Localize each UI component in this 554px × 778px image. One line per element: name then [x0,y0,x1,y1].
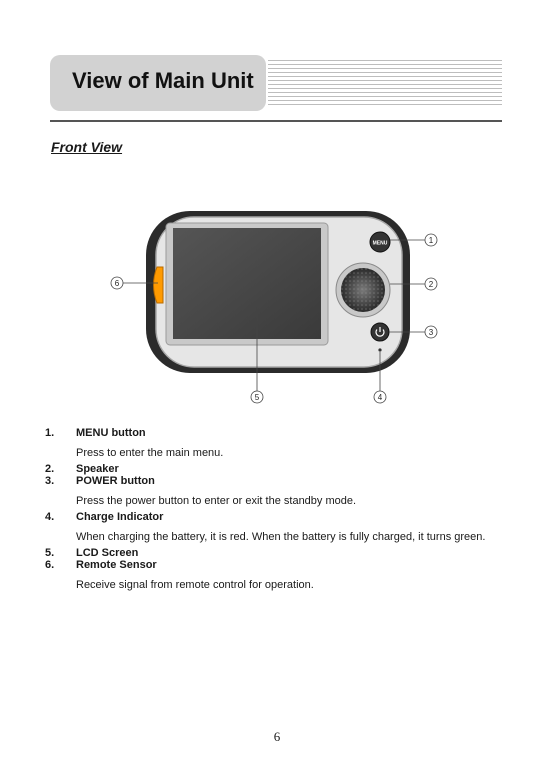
callout-label-1: 1 [428,236,434,245]
item-number: 1. [45,427,55,439]
item-number: 2. [45,463,55,475]
callout-label-6: 6 [114,279,120,288]
charge-indicator [378,348,381,351]
device-illustration [0,195,554,410]
list-item [45,559,505,595]
item-number: 4. [45,511,55,523]
item-label: Remote Sensor [76,559,157,571]
item-label: LCD Screen [76,547,139,559]
lcd-screen [173,228,321,339]
item-label: Speaker [76,463,119,475]
header-stripes [268,60,502,106]
list-item [45,547,505,559]
item-number: 3. [45,475,55,487]
item-description: Press to enter the main menu. [76,447,224,459]
list-item [45,463,505,475]
item-description: When charging the battery, it is red. When the battery is fully charged, it turns green. [76,531,486,543]
title-box [50,55,266,111]
list-item [45,475,505,511]
item-description: Press the power button to enter or exit the standby mode. [76,495,357,507]
list-item [45,427,505,463]
page-number: 6 [273,729,281,744]
header-rule [50,120,502,122]
component-list [45,427,505,595]
item-label: Charge Indicator [76,511,164,523]
callout-label-3: 3 [428,328,434,337]
item-label: MENU button [76,427,146,439]
callout-label-4: 4 [377,393,383,402]
item-description: Receive signal from remote control for operation. [76,579,314,591]
page-title: View of Main Unit [72,68,254,93]
menu-button-label: MENU [372,240,388,247]
section-title: Front View [51,139,123,155]
callout-label-5: 5 [254,393,260,402]
callout-label-2: 2 [428,280,434,289]
list-item [45,511,505,547]
item-number: 6. [45,559,55,571]
remote-sensor [154,267,164,303]
item-label: POWER button [76,475,155,487]
item-number: 5. [45,547,55,559]
